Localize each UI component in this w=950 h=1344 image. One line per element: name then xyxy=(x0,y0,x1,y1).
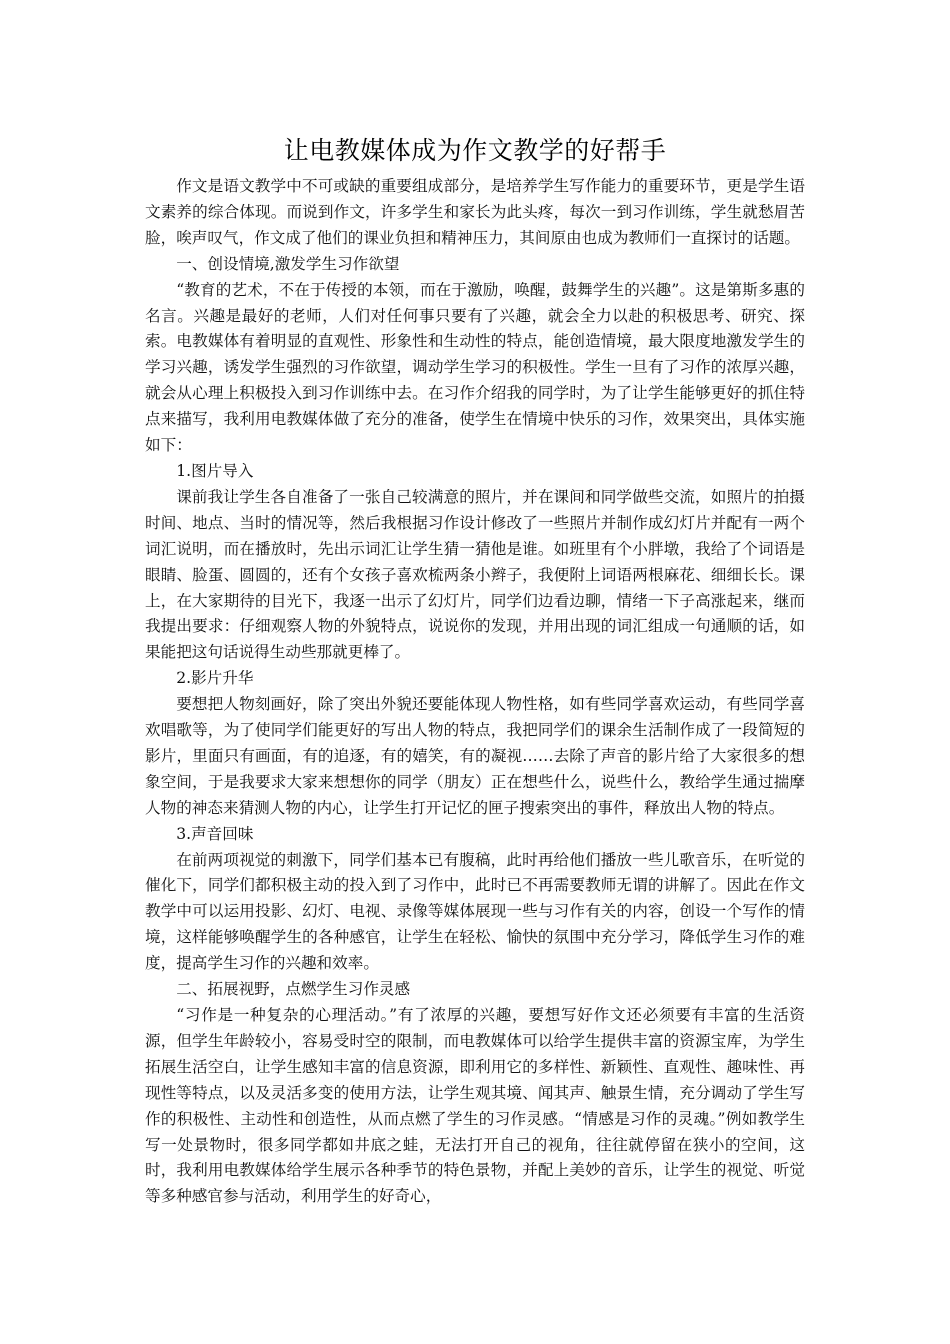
section-heading-2: 二、拓展视野，点燃学生习作灵感 xyxy=(176,980,411,999)
paragraph-intro: 作文是语文教学中不可或缺的重要组成部分，是培养学生写作能力的重要环节，更是学生语文素养的综合体现。而说到作文，许多学生和家长为此头疼，每次一到习作训练，学生就愁眉苦脸，唉声叹气，作文成了他们的课业负担和精神压力，其间原由也成为教师们一直探讨的话题。 xyxy=(145,177,805,247)
paragraph: 要想把人物刻画好，除了突出外貌还要能体现人物性格，如有些同学喜欢运动，有些同学喜欢唱歌等，为了使同学们能更好的写出人物的特点，我把同学们的课余生活制作成了一段简短的影片，里面只有画面，有的追逐，有的嬉笑，有的凝视……去除了声音的影片给了大家很多的想象空间，于是我要求大家来想想你的同学（朋友）正在想些什么，说些什么，教给学生通过揣摩人物的神态来猜测人物的内心，让学生打开记忆的匣子搜索突出的事件，释放出人物的特点。 xyxy=(145,695,805,817)
subsection-heading-3: 3.声音回味 xyxy=(176,824,254,843)
document-title: 让电教媒体成为作文教学的好帮手 xyxy=(283,136,667,165)
paragraph: 课前我让学生各自准备了一张自己较满意的照片，并在课间和同学做些交流，如照片的拍摄时间、地点、当时的情况等，然后我根据习作设计修改了一些照片并制作成幻灯片并配有一两个词汇说明，而在播放时，先出示词汇让学生猜一猜他是谁。如班里有个小胖墩，我给了个词语是眼睛、脸蛋、圆圆的，还有个女孩子喜欢梳两条小辫子，我便附上词语两根麻花、细细长长。课上，在大家期待的目光下，我逐一出示了幻灯片，同学们边看边聊，情绪一下子高涨起来，继而我提出要求：仔细观察人物的外貌特点，说说你的发现，并用出现的词汇组成一句通顺的话，如果能把这句话说得生动些那就更棒了。 xyxy=(145,487,805,662)
paragraph: “教育的艺术，不在于传授的本领，而在于激励，唤醒，鼓舞学生的兴趣”。这是第斯多惠的名言。兴趣是最好的老师，人们对任何事只要有了兴趣，就会全力以赴的积极思考、研究、探索。电教媒体有着明显的直观性、形象性和生动性的特点，能创造情境，最大限度地激发学生的学习兴趣，诱发学生强烈的习作欲望，调动学生学习的积极性。学生一旦有了习作的浓厚兴趣，就会从心理上积极投入到习作训练中去。在习作介绍我的同学时，为了让学生能够更好的抓住特点来描写，我利用电教媒体做了充分的准备，使学生在情境中快乐的习作，效果突出，具体实施如下： xyxy=(145,280,805,455)
section-heading-1: 一、创设情境,激发学生习作欲望 xyxy=(176,254,400,273)
subsection-heading-2: 2.影片升华 xyxy=(176,669,254,688)
document-body xyxy=(145,174,805,1210)
paragraph: “习作是一种复杂的心理活动。”有了浓厚的兴趣，要想写好作文还必须要有丰富的生活资源，但学生年龄较小，容易受时空的限制，而电教媒体可以给学生提供丰富的资源宝库，为学生拓展生活空白，让学生感知丰富的信息资源，即利用它的多样性、新颖性、直观性、趣味性、再现性等特点，以及灵活多变的使用方法，让学生观其境、闻其声、触景生情，充分调动了学生写作的积极性、主动性和创造性，从而点燃了学生的习作灵感。“情感是习作的灵魂。”例如教学生写一处景物时，很多同学都如井底之蛙，无法打开自己的视角，往往就停留在狭小的空间，这时，我利用电教媒体给学生展示各种季节的特色景物，并配上美妙的音乐，让学生的视觉、听觉等多种感官参与活动，利用学生的好奇心， xyxy=(145,1006,805,1206)
subsection-heading-1: 1.图片导入 xyxy=(176,461,254,480)
paragraph: 在前两项视觉的刺激下，同学们基本已有腹稿，此时再给他们播放一些儿歌音乐，在听觉的催化下，同学们都积极主动的投入到了习作中，此时已不再需要教师无谓的讲解了。因此在作文教学中可以运用投影、幻灯、电视、录像等媒体展现一些与习作有关的内容，创设一个写作的情境，这样能够唤醒学生的各种感官，让学生在轻松、愉快的氛围中充分学习，降低学生习作的难度，提高学生习作的兴趣和效率。 xyxy=(145,850,805,973)
